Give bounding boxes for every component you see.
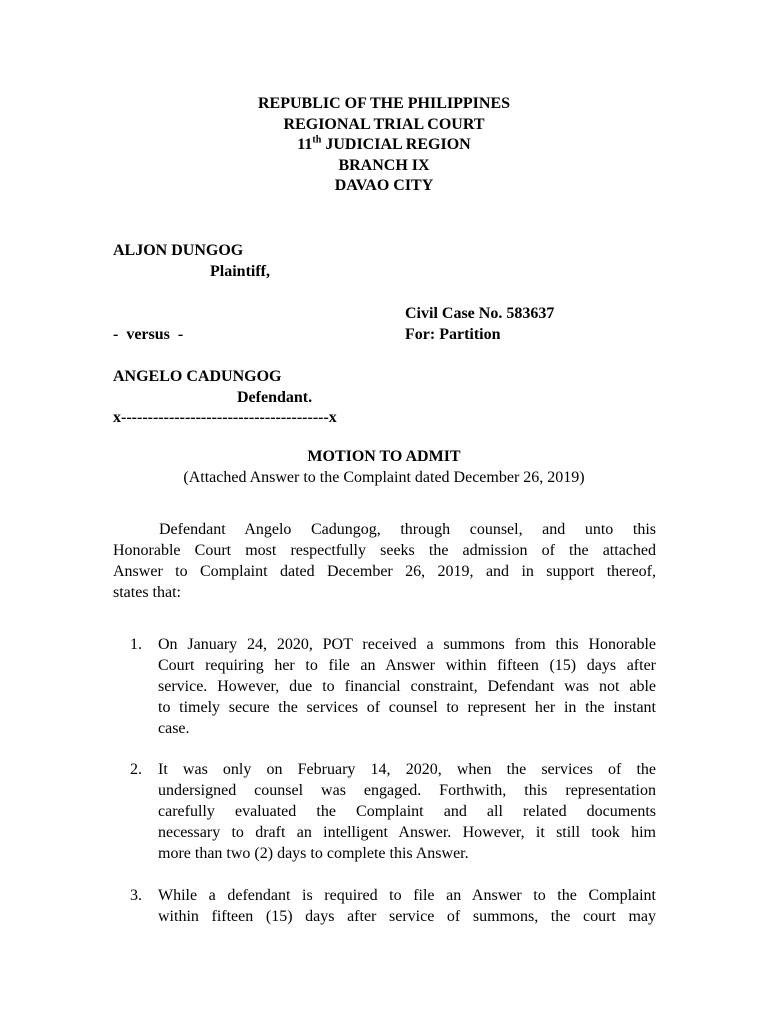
- caption-divider: x---------------------------------------x: [113, 409, 337, 426]
- item-line: case.: [158, 720, 190, 737]
- defendant-role: Defendant.: [237, 389, 313, 406]
- motion-title: MOTION TO ADMIT: [307, 448, 461, 465]
- intro-line: states that:: [113, 584, 181, 601]
- item-line: On January 24, 2020, POT received a summons from this Honorable: [158, 636, 656, 653]
- court-header: [0, 94, 768, 197]
- item-number: 3.: [130, 887, 142, 904]
- header-region-text: JUDICIAL REGION: [321, 136, 471, 154]
- item-line: necessary to draft an intelligent Answer. However, it still took him: [158, 824, 656, 841]
- intro-line: Answer to Complaint dated December 26, 2019, and in support thereof,: [113, 563, 656, 580]
- header-court: REGIONAL TRIAL COURT: [283, 115, 485, 133]
- item-number: 2.: [130, 761, 142, 778]
- item-text: [158, 634, 656, 739]
- item-text: [158, 885, 656, 927]
- item-line: undersigned counsel was engaged. Forthwith, this representation: [158, 782, 656, 799]
- item-line: While a defendant is required to file an Answer to the Complaint: [158, 887, 656, 904]
- item-line: service. However, due to financial constraint, Defendant was not able: [158, 678, 656, 695]
- motion-subtitle: (Attached Answer to the Complaint dated December 26, 2019): [183, 469, 585, 486]
- item-line: carefully evaluated the Complaint and all related documents: [158, 803, 656, 820]
- plaintiff-role: Plaintiff,: [210, 263, 270, 280]
- item-number: 1.: [130, 636, 142, 653]
- plaintiff-name: ALJON DUNGOG: [113, 242, 244, 259]
- item-line: It was only on February 14, 2020, when the services of the: [158, 761, 656, 778]
- defendant-name: ANGELO CADUNGOG: [113, 368, 282, 385]
- motion-title-block: [0, 446, 768, 488]
- item-line: to timely secure the services of counsel to represent her in the instant: [158, 699, 656, 716]
- header-region: [0, 135, 768, 156]
- item-text: [158, 759, 656, 864]
- item-line: more than two (2) days to complete this Answer.: [158, 845, 469, 862]
- case-subject: For: Partition: [405, 326, 501, 343]
- header-region-suffix: th: [312, 134, 322, 146]
- intro-line: Honorable Court most respectfully seeks the admission of the attached: [113, 542, 656, 559]
- item-line: within fifteen (15) days after service of summons, the court may: [158, 908, 656, 925]
- header-city: DAVAO CITY: [334, 177, 434, 195]
- intro-line: Defendant Angelo Cadungog, through counsel, and unto this: [159, 521, 656, 538]
- header-region-number: 11: [297, 136, 313, 154]
- intro-paragraph: [113, 519, 656, 603]
- header-branch: BRANCH IX: [338, 156, 430, 174]
- header-republic: REPUBLIC OF THE PHILIPPINES: [257, 95, 511, 112]
- item-line: Court requiring her to file an Answer within fifteen (15) days after: [158, 657, 656, 674]
- case-number: Civil Case No. 583637: [405, 305, 555, 322]
- versus-label: - versus -: [113, 326, 184, 343]
